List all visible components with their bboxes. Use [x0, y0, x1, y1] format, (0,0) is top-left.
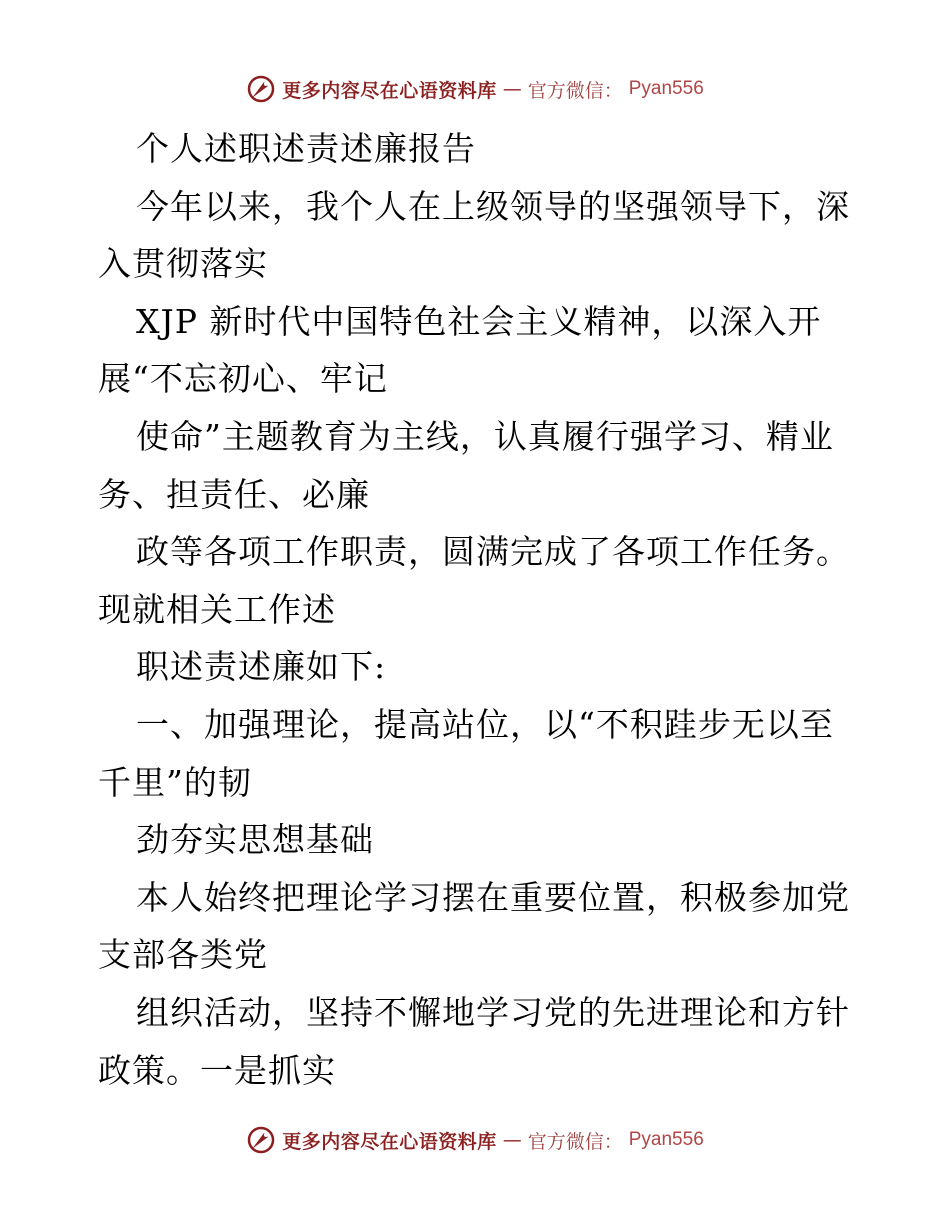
paragraph-line: 今年以来，我个人在上级领导的坚强领导下，深 — [136, 186, 850, 226]
section-heading-line: 千里”的韧 — [98, 762, 252, 802]
banner-wechat-label: 官方微信： — [527, 79, 623, 102]
paragraph-line: 支部各类党 — [98, 935, 268, 975]
paragraph-line: 务、担责任、必廉 — [98, 474, 370, 514]
paragraph-line: 入贯彻落实 — [98, 244, 268, 284]
paragraph-line: 使命”主题教育为主线，认真履行强学习、精业 — [136, 416, 834, 456]
paragraph-line: 政等各项工作职责，圆满完成了各项工作任务。 — [136, 532, 850, 572]
paragraph-line: XJP 新时代中国特色社会主义精神，以深入开 — [136, 301, 822, 341]
paragraph-line: 组织活动，坚持不懈地学习党的先进理论和方针 — [136, 992, 850, 1032]
banner-wechat-id: Pyan556 — [628, 1129, 704, 1150]
banner-text: 更多内容尽在心语资料库 — [282, 79, 497, 102]
paragraph-line: 职述责述廉如下: — [136, 647, 387, 687]
footer-banner — [0, 1125, 950, 1155]
paragraph-line: 本人始终把理论学习摆在重要位置，积极参加党 — [136, 877, 850, 917]
banner-separator: — — [502, 1129, 522, 1151]
section-heading-line: 一、加强理论，提高站位，以“不积跬步无以至 — [136, 704, 834, 744]
header-banner — [0, 74, 950, 104]
section-heading-line: 劲夯实思想基础 — [136, 820, 374, 860]
pen-nib-logo-icon — [246, 1125, 276, 1155]
document-title: 个人述职述责述廉报告 — [136, 129, 476, 168]
banner-wechat-id: Pyan556 — [628, 78, 704, 99]
banner-text: 更多内容尽在心语资料库 — [282, 1130, 497, 1153]
document-body — [98, 120, 858, 1099]
paragraph-line: 现就相关工作述 — [98, 589, 336, 629]
banner-wechat-label: 官方微信： — [527, 1130, 623, 1153]
pen-nib-logo-icon — [246, 74, 276, 104]
paragraph-line: 政策。一是抓实 — [98, 1050, 336, 1090]
paragraph-line: 展“不忘初心、牢记 — [98, 359, 388, 399]
banner-separator: — — [502, 78, 522, 100]
